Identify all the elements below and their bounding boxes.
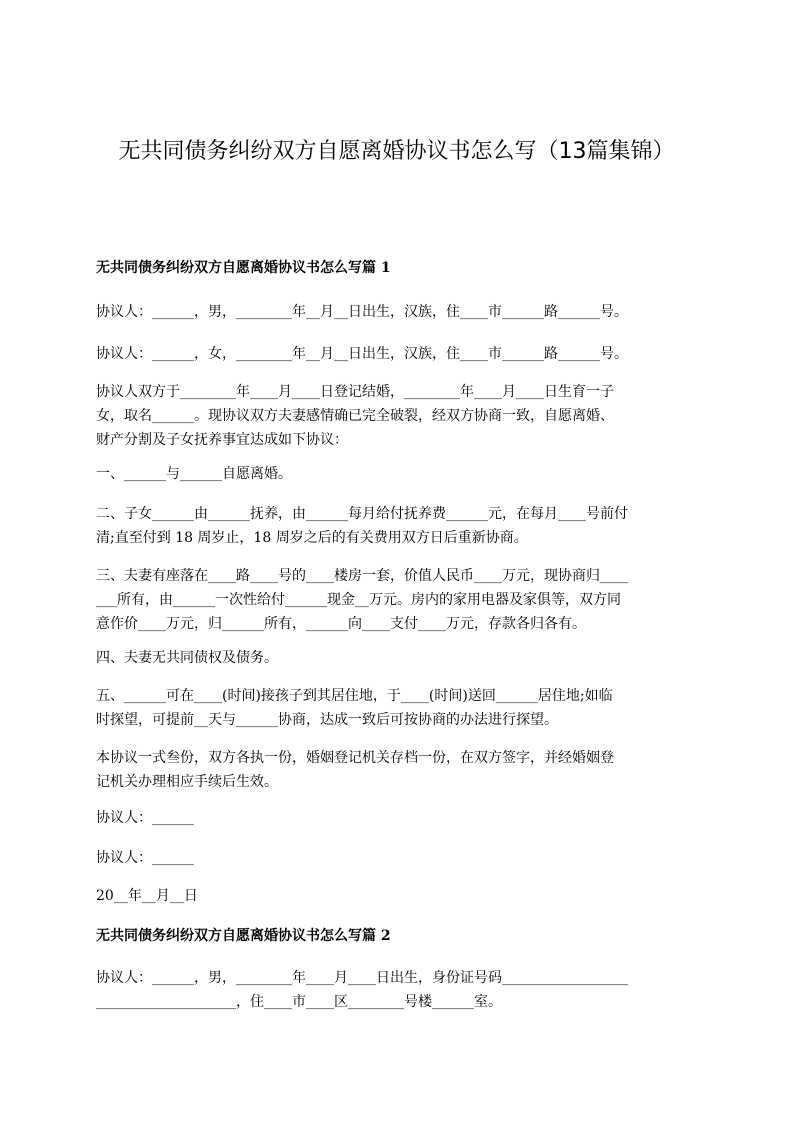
text-line: 意作价____万元，归______所有，______向____支付____万元，存款各归各有。 xyxy=(96,616,586,632)
text-line: 女，取名______。现协议双方夫妻感情确已完全破裂，经双方协商一致，自愿离婚、 xyxy=(96,408,614,424)
text-line: 四、夫妻无共同债权及债务。 xyxy=(96,650,278,666)
signature-line-party-1 xyxy=(96,806,710,830)
text-line: 协议人双方于________年____月____日登记结婚，________年____月____日生育一子 xyxy=(96,384,614,400)
text-line: ____________________，住____市____区________号楼______室。 xyxy=(96,994,502,1010)
paragraph-party-female xyxy=(96,342,710,366)
text-line: 三、夫妻有座落在____路____号的____楼房一套，价值人民币____万元，现协商归____ xyxy=(96,568,628,584)
text-line: 时探望，可提前__天与______协商，达成一致后可按协商的办法进行探望。 xyxy=(96,712,558,728)
text-line: 记机关办理相应手续后生效。 xyxy=(96,774,278,790)
text-line: 五、______可在____(时间)接孩子到其居住地，于____(时间)送回______居住地;如临 xyxy=(96,688,613,704)
signature-line-party-2 xyxy=(96,846,710,870)
section-heading-1: 无共同债务纠纷双方自愿离婚协议书怎么写篇 1 xyxy=(96,260,391,276)
text-line: 协议人：______，男，________年__月__日出生，汉族，住____市______路______号。 xyxy=(96,304,628,320)
text-line: 协议人：______，女，________年__月__日出生，汉族，住____市______路______号。 xyxy=(96,346,628,362)
clause-3-property xyxy=(96,564,710,636)
text-line: 协议人：______ xyxy=(96,810,194,826)
section-heading-2: 无共同债务纠纷双方自愿离婚协议书怎么写篇 2 xyxy=(96,928,391,944)
clause-5-visitation xyxy=(96,684,710,732)
text-line: 一、______与______自愿离婚。 xyxy=(96,466,292,482)
clause-2-child-support xyxy=(96,502,710,550)
text-line: 二、子女______由______抚养，由______每月给付抚养费______元，在每月____号前付 xyxy=(96,506,628,522)
text-line: 本协议一式叁份，双方各执一份，婚姻登记机关存档一份，在双方签字，并经婚姻登 xyxy=(96,750,614,766)
text-line: ___所有，由______一次性给付______现金__万元。房内的家用电器及家俱等，双方同 xyxy=(96,592,621,608)
text-line: 20__年__月__日 xyxy=(96,888,198,904)
text-line: 清;直至付到 18 周岁止，18 周岁之后的有关费用双方日后重新协商。 xyxy=(96,530,528,546)
text-line: 财产分割及子女抚养事宜达成如下协议： xyxy=(96,432,348,448)
paragraph-marriage-info xyxy=(96,380,710,452)
paragraph-party-male xyxy=(96,300,710,324)
text-line: 协议人：______ xyxy=(96,850,194,866)
clause-4-debts xyxy=(96,646,710,670)
document-title: 无共同债务纠纷双方自愿离婚协议书怎么写（13篇集锦） xyxy=(118,139,675,164)
date-line xyxy=(96,884,710,908)
paragraph-copies-effect xyxy=(96,746,710,794)
paragraph-party-male-2 xyxy=(96,966,710,1014)
clause-1-divorce xyxy=(96,462,710,486)
text-line: 协议人：______，男，________年____月____日出生，身份证号码__________________ xyxy=(96,970,628,986)
